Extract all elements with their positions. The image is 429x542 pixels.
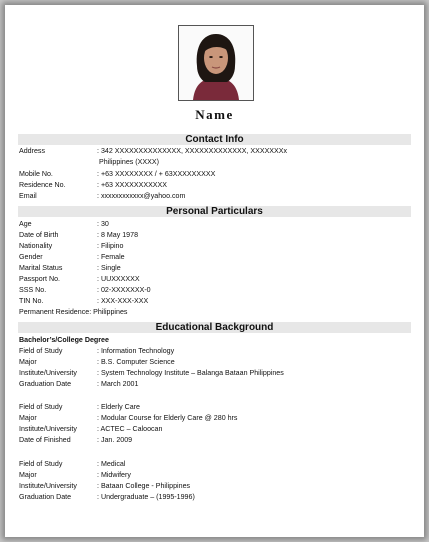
field-value: : 342 XXXXXXXXXXXXXX, XXXXXXXXXXXXX, XXXXXXXx xyxy=(97,147,288,155)
field-label: Major xyxy=(19,471,37,479)
degree-subtitle: Bachelor’s/College Degree xyxy=(19,336,109,344)
field-value: Philippines (XXXX) xyxy=(99,158,159,166)
field-value: : +63 XXXXXXXX / + 63XXXXXXXXX xyxy=(97,170,216,178)
field-label: Field of Study xyxy=(19,460,63,468)
applicant-name: Name xyxy=(195,107,234,122)
field-label: Graduation Date xyxy=(19,380,72,388)
field-value: : System Technology Institute – Balanga Bataan Philippines xyxy=(97,369,284,377)
profile-photo xyxy=(178,25,254,101)
field-value: : Modular Course for Elderly Care @ 280 hrs xyxy=(97,414,238,422)
section-educational-background: Educational Background xyxy=(18,322,411,333)
field-value: : Female xyxy=(97,253,125,261)
personal-row-permanent-residence: Permanent Residence: Philippines xyxy=(19,308,128,316)
field-label: Marital Status xyxy=(19,264,63,272)
field-value: : Midwifery xyxy=(97,471,131,479)
field-label: Gender xyxy=(19,253,43,261)
section-contact-info: Contact Info xyxy=(18,134,411,145)
field-value: : Jan. 2009 xyxy=(97,436,133,444)
field-value: : March 2001 xyxy=(97,380,139,388)
field-label: Field of Study xyxy=(19,347,63,355)
field-label: Major xyxy=(19,414,37,422)
field-value: : UUXXXXXX xyxy=(97,275,140,283)
field-value: : Undergraduate – (1995-1996) xyxy=(97,493,195,501)
field-label: Mobile No. xyxy=(19,170,53,178)
field-label: Graduation Date xyxy=(19,493,72,501)
field-value: : +63 XXXXXXXXXXX xyxy=(97,181,167,189)
field-label: Date of Birth xyxy=(19,231,59,239)
field-label: Address xyxy=(19,147,46,155)
field-label: Nationality xyxy=(19,242,53,250)
field-label: Residence No. xyxy=(19,181,66,189)
section-personal-particulars: Personal Particulars xyxy=(18,206,411,217)
field-value: : 30 xyxy=(97,220,109,228)
field-label: Institute/University xyxy=(19,425,77,433)
field-value: : xxxxxxxxxxxx@yahoo.com xyxy=(97,192,186,200)
resume-page xyxy=(5,5,424,537)
field-label: Institute/University xyxy=(19,369,77,377)
field-value: : Medical xyxy=(97,460,126,468)
field-label: Email xyxy=(19,192,37,200)
field-label: SSS No. xyxy=(19,286,47,294)
field-value: : B.S. Computer Science xyxy=(97,358,175,366)
field-value: : Bataan College - Philippines xyxy=(97,482,191,490)
field-label: Passport No. xyxy=(19,275,61,283)
field-label: Field of Study xyxy=(19,403,63,411)
field-value: : Filipino xyxy=(97,242,124,250)
field-value: : Single xyxy=(97,264,121,272)
field-value: : XXX-XXX-XXX xyxy=(97,297,149,305)
field-value: : 02-XXXXXXX-0 xyxy=(97,286,151,294)
field-value: : Information Technology xyxy=(97,347,175,355)
field-label: Major xyxy=(19,358,37,366)
field-label: Age xyxy=(19,220,32,228)
field-label: Date of Finished xyxy=(19,436,71,444)
field-label: Institute/University xyxy=(19,482,77,490)
field-label: TIN No. xyxy=(19,297,44,305)
field-value: : Elderly Care xyxy=(97,403,140,411)
field-value: : ACTEC – Caloocan xyxy=(97,425,163,433)
portrait-image xyxy=(179,26,253,100)
field-value: : 8 May 1978 xyxy=(97,231,139,239)
